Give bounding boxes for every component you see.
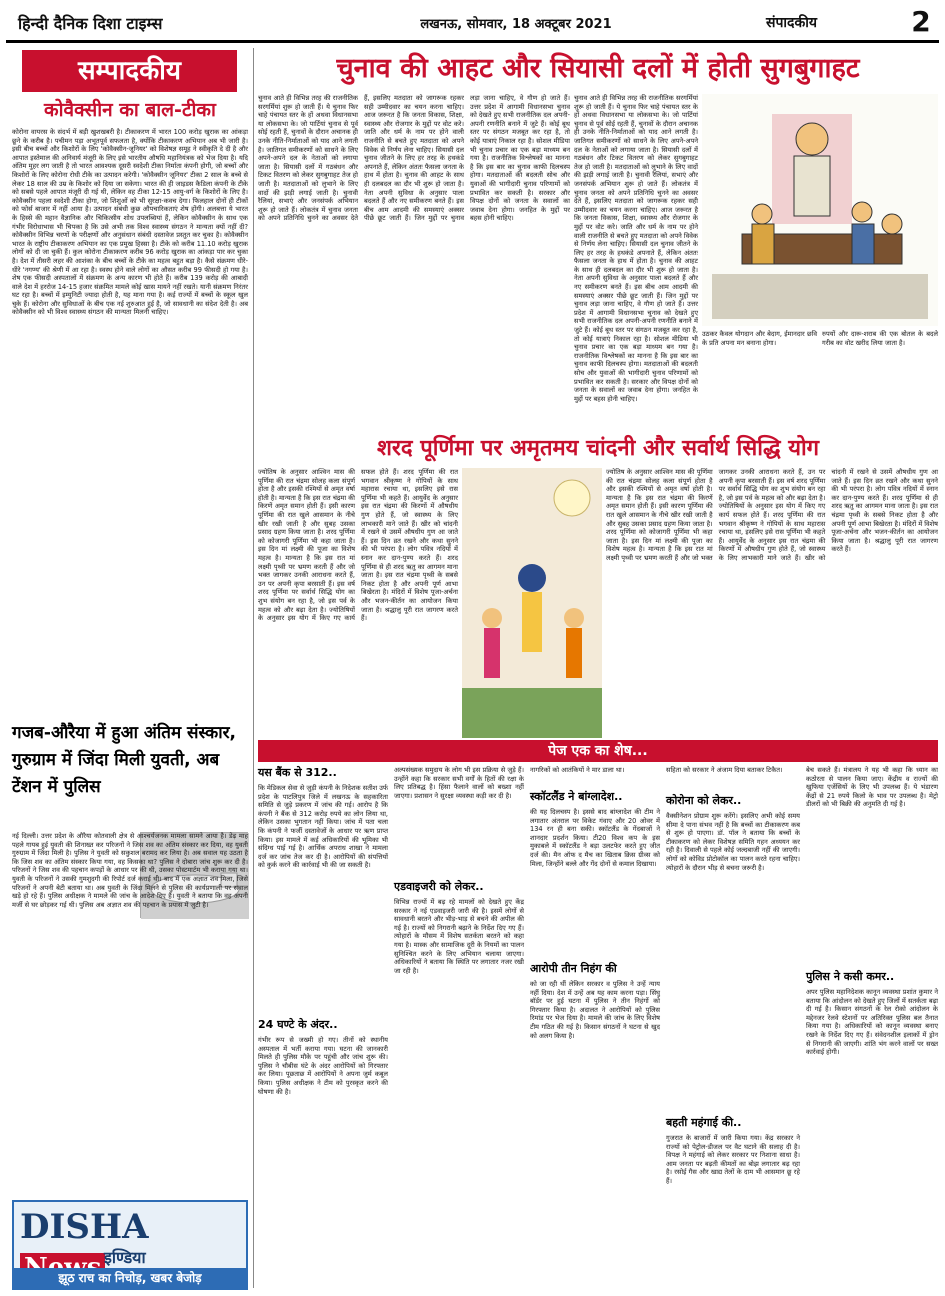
ad-brand-hindi: इण्डिया xyxy=(104,1248,146,1267)
cartoon-caption-right: रुपयों और दारू-शराब की एक बोतल के बदले गरीब का वोट खरीद लिया जाता है। xyxy=(822,330,938,347)
cont-heading-nihang: आरोपी तीन निहंग की xyxy=(530,962,617,975)
page-number: 2 xyxy=(911,5,931,38)
cont-heading-inflation: बहती महंगाई की.. xyxy=(666,1116,742,1129)
cartoon-caption-left: उठकर कैवल योगदान और बेदाग, ईमानदार छवि के प्रति अपना मन बनाना होगा। xyxy=(702,330,817,347)
side-headline: गजब-औरैया में हुआ अंतिम संस्कार, गुरुग्राम में जिंदा मिली युवती, अब टेंशन में पुलिस xyxy=(12,723,237,797)
main-headline: चुनाव की आहट और सियासी दलों में होती सुगबुगाहट xyxy=(336,53,860,84)
side-story-body: नई दिल्ली। उत्तर प्रदेश के औरैया कोतवाली क्षेत्र से आश्चर्यजनक मामला सामने आया है। डेढ़ माह पहले गायब हुई युवती की शिनाख्त कर परिजनों ने जिस शव का अंतिम संस्कार कर दिया, वह युवती गुरुग्राम में जिंदा मिली है। पुलिस ने युवती को सकुशल बरामद कर लिया है। अब सवाल यह उठता है कि जिस शव का अंतिम संस्कार किया गया, वह किसका था? पुलिस ने दोबारा जांच शुरू कर दी है। परिजनों ने जिस शव की पहचान कपड़ों के आधार पर की थी, उसका पोस्टमार्टम भी कराया गया था। युवती के परिजनों ने उसकी गुमशुदगी की रिपोर्ट दर्ज कराई थी। बाद में एक अज्ञात शव मिला, जिसे परिजनों ने अपनी बेटी बताया था। अब युवती के जिंदा मिलने से पुलिस की कार्यप्रणाली पर सवाल खड़े हो रहे हैं। पुलिस अधीक्षक ने मामले की जांच के आदेश दिए हैं। युवती ने बताया कि वह अपनी मर्जी से घर छोड़कर गई थी। पुलिस अब अज्ञात शव की पहचान के प्रयास में जुटी है। xyxy=(12,832,248,909)
editorial-banner-text: सम्पादकीय xyxy=(78,56,181,86)
cont-heading-police: पुलिस ने कसी कमर.. xyxy=(806,970,895,983)
cont-body-24-hours: गंभीर रूप से जख्मी हो गए। तीनों को स्थानीय अस्पताल में भर्ती कराया गया। घटना की जानकारी मिलते ही पुलिस मौके पर पहुंची और जांच शुरू की। पुलिस ने चौबीस घंटे के अंदर आरोपियों को गिरफ्तार कर लिया। पूछताछ में आरोपियों ने अपना जुर्म कबूल किया। पुलिस अधीक्षक ने टीम को पुरस्कृत करने की घोषणा की है। xyxy=(258,1036,388,1096)
continuation-banner xyxy=(258,740,938,762)
ad-brand xyxy=(20,1208,240,1246)
editorial-body: कोरोना वायरस के संदर्भ में बड़ी खुशखबरी है। टीकाकरण में भारत 100 करोड़ खुराक का आंकड़ा छूने के करीब है। पचीमन पड़ा अभूतपूर्व सफलता है, क्योंकि टीकाकरण अभियान अब भी जारी है। इसी बीच बच्चों और किशोरों के लिए 'कोवैक्सीन-जूनियर' को विशेषज्ञ समूह ने स्वीकृति दे दी है और आपात इस्तेमाल की अनिवार्य मंजूरी के लिए इसे भारतीय औषधि महानियंत्रक को भेज दिया है। यदि अंतिम मुहर लग जाती है तो भारत आवश्यक दूसरी स्वदेशी टीका निर्माता कंपनी होगी, जो बच्चों और किशोरों के लिए कोरोना रोधी टीके का उत्पादन करेगी। 'कोवैक्सीन जूनियर' टीका 2 साल के बच्चे से लेकर 18 साल की उम्र के किशोर को दिया जा सकेगा। भारत की ही जाइडस कैडिला कंपनी के टीके को सबसे पहले आपात मंजूरी दी गई थी, लेकिन वह टीका 12-15 आयु-वर्ग के किशोरों के लिए है। कोवैक्सीन पहला स्वदेशी टीका होगा, जो शिशुओं को भी सुरक्षा-कवच देगा। फिलहाल दोनों ही टीकों को फोर्स बाजार में नहीं आया है। उत्पादन संबंधी कुछ औपचारिकताएं शेष होंगी। अलबत्ता ये भारत के हिस्से की महान वैज्ञानिक और चिकित्सीय शोध उपलब्धियां हैं, लेकिन कोवैक्सीन के साथ एक गंभीर विरोधाभास भी चिपका है कि उसे अभी तक विश्व स्वास्थ्य संगठन ने मान्यता क्यों नहीं दी? कोवैक्सीन विभिन्न चरणों के परीक्षणों और अनुसंधान संबंधी दस्तावेज प्रस्तुत कर चुका है। कोवैक्सीन भारत के राष्ट्रीय टीकाकरण अभियान का एक प्रमुख हिस्सा है। टीके को करीब 11.10 करोड़ खुराक लोगों को दी जा चुकी हैं। कुल कोरोना टीकाकरण करीब 96 करोड़ खुराक का आंकड़ा पार कर चुका है। देश में तीसरी लहर की आशंका के बीच बच्चों के टीके का महत्व बहुत बड़ा है। कैसे संक्रमण धीरे-धीरे 'नगण्य' की श्रेणी में आ रहा है। स्वस्थ होने वाले लोगों का औसत करीब 99 फीसदी हो गया है। शेष एक फीसदी अस्पतालों में संक्रमण के अन्य कारण भी होते हैं। करीब 139 करोड़ की आबादी वाले देश में हररोज 14-15 हजार संक्रमित मामले कोई खास मायने नहीं रखते। यानी संक्रमण निरंतर घट रहा है। बच्चों में इम्युनिटी ज्यादा होती है, यह माना गया है। कई राज्यों में बच्चों के स्कूल खुल चुके हैं। कोरोना और सुविधाओं के बीच एक नई शुरुआत हुई है, जो सावधानी का संदेश देती है। अब कोवैक्सीन को भी विश्व स्वास्थ्य संगठन की मान्यता मिलनी चाहिए। xyxy=(12,128,248,317)
raas-leela-art xyxy=(462,468,602,738)
cont-heading-yes-bank: यस बैंक से 312.. xyxy=(258,766,337,779)
feature-body-cont xyxy=(606,468,938,738)
election-cartoon-illustration xyxy=(702,94,938,326)
feature-body: ज्योतिष के अनुसार आश्विन मास की पूर्णिमा की रात चंद्रमा सोलह कला संपूर्ण होता है और इसकी रश्मियों से अमृत वर्षा होती है। मान्यता है कि इस रात चंद्रमा की किरणें अमृत समान होती हैं। इसी कारण पूर्णिमा की रात खुले आसमान के नीचे खीर रखी जाती है और सुबह उसका प्रसाद ग्रहण किया जाता है। शरद पूर्णिमा को कोजागरी पूर्णिमा भी कहा जाता है। इस दिन मां लक्ष्मी की पूजा का विशेष महत्व है। मान्यता है कि इस रात मां लक्ष्मी पृथ्वी पर भ्रमण करती हैं और जो भक्त जागकर उनकी आराधना करते हैं, उन पर अपनी कृपा बरसाती हैं। इस वर्ष शरद पूर्णिमा पर सर्वार्थ सिद्धि योग का शुभ संयोग बन रहा है, जो इस पर्व के महत्व को और बढ़ा देता है। ज्योतिषियों के अनुसार इस योग में किए गए कार्य सफल होते हैं। शरद पूर्णिमा की रात भगवान श्रीकृष्ण ने गोपियों के साथ महारास रचाया था, इसलिए इसे रास पूर्णिमा भी कहते हैं। आयुर्वेद के अनुसार इस रात चंद्रमा की किरणों में औषधीय गुण होते हैं, जो स्वास्थ्य के लिए लाभकारी माने जाते हैं। खीर को चांदनी में रखने से उसमें औषधीय गुण आ जाते हैं। इस दिन व्रत रखने और कथा सुनने की भी परंपरा है। लोग पवित्र नदियों में स्नान कर दान-पुण्य करते हैं। शरद पूर्णिमा से ही शरद ऋतु का आगमन माना जाता है। इस रात चंद्रमा पृथ्वी के सबसे निकट होता है और अपनी पूर्ण आभा बिखेरता है। मंदिरों में विशेष पूजा-अर्चना और भजन-कीर्तन का आयोजन किया जाता है। श्रद्धालु पूरी रात जागरण करते हैं। xyxy=(258,468,458,623)
cont-body-col3: नागरिकों को आतंकियों ने मार डाला था। xyxy=(530,766,625,774)
election-cartoon xyxy=(702,94,938,326)
dateline: लखनऊ, सोमवार, 18 अक्टूबर 2021 xyxy=(420,17,612,32)
cont-body-advisory: विभिन्न राज्यों में बढ़ रहे मामलों को देखते हुए केंद्र सरकार ने नई एडवाइजरी जारी की है। इसमें लोगों से सावधानी बरतने और भीड़-भाड़ से बचने की अपील की गई है। राज्यों को निगरानी बढ़ाने के निर्देश दिए गए हैं। त्योहारों के मौसम में विशेष सतर्कता बरतने को कहा गया है। मास्क और सामाजिक दूरी के नियमों का पालन सुनिश्चित करने के लिए अभियान चलाया जाएगा। अधिकारियों ने बताया कि स्थिति पर लगातार नजर रखी जा रही है। xyxy=(394,898,524,975)
cont-heading-scotland: स्कॉटलैंड ने बांग्लादेश.. xyxy=(530,790,623,803)
cont-body-nihang: को जा रही थीं लेकिन सरकार व पुलिस ने उन्हें न्याय नहीं दिया। देश में उन्हें अब यह काम करना पड़ा। सिंघु बॉर्डर पर हुई घटना में पुलिस ने तीन निहंगों को गिरफ्तार किया है। अदालत ने आरोपियों को पुलिस रिमांड पर भेज दिया है। मामले की जांच के लिए विशेष टीम गठित की गई है। किसान संगठनों ने घटना से खुद को अलग किया है। xyxy=(530,980,660,1040)
cont-heading-corona: कोरोना को लेकर.. xyxy=(666,794,742,807)
ad-brand-word: DISHA xyxy=(20,1207,149,1247)
masthead-rule xyxy=(6,40,939,43)
feature-continuation: ज्योतिष के अनुसार आश्विन मास की पूर्णिमा की रात चंद्रमा सोलह कला संपूर्ण होता है और इसकी रश्मियों से अमृत वर्षा होती है। मान्यता है कि इस रात चंद्रमा की किरणें अमृत समान होती हैं। इसी कारण पूर्णिमा की रात खुले आसमान के नीचे खीर रखी जाती है और सुबह उसका प्रसाद ग्रहण किया जाता है। शरद पूर्णिमा को कोजागरी पूर्णिमा भी कहा जाता है। इस दिन मां लक्ष्मी की पूजा का विशेष महत्व है। मान्यता है कि इस रात मां लक्ष्मी पृथ्वी पर भ्रमण करती हैं और जो भक्त जागकर उनकी आराधना करते हैं, उन पर अपनी कृपा बरसाती हैं। इस वर्ष शरद पूर्णिमा पर सर्वार्थ सिद्धि योग का शुभ संयोग बन रहा है, जो इस पर्व के महत्व को और बढ़ा देता है। ज्योतिषियों के अनुसार इस योग में किए गए कार्य सफल होते हैं। शरद पूर्णिमा की रात भगवान श्रीकृष्ण ने गोपियों के साथ महारास रचाया था, इसलिए इसे रास पूर्णिमा भी कहते हैं। आयुर्वेद के अनुसार इस रात चंद्रमा की किरणों में औषधीय गुण होते हैं, जो स्वास्थ्य के लिए लाभकारी माने जाते हैं। खीर को चांदनी में रखने से उसमें औषधीय गुण आ जाते हैं। इस दिन व्रत रखने और कथा सुनने की भी परंपरा है। लोग पवित्र नदियों में स्नान कर दान-पुण्य करते हैं। शरद पूर्णिमा से ही शरद ऋतु का आगमन माना जाता है। इस रात चंद्रमा पृथ्वी के सबसे निकट होता है और अपनी पूर्ण आभा बिखेरता है। मंदिरों में विशेष पूजा-अर्चना और भजन-कीर्तन का आयोजन किया जाता है। श्रद्धालु पूरी रात जागरण करते हैं। xyxy=(606,468,938,562)
cont-heading-24-hours: 24 घण्टे के अंदर.. xyxy=(258,1018,338,1031)
column-divider xyxy=(253,48,254,1288)
paper-name: हिन्दी दैनिक दिशा टाइम्स xyxy=(18,14,163,33)
editorial-banner xyxy=(22,50,237,92)
cont-heading-advisory: एडवाइजरी को लेकर.. xyxy=(394,880,484,893)
cont-body-scotland: की यह दिलचस्प है। इससे बाद बांग्लादेश की टीम ने लगातार अंतराल पर विकेट गंवाए और 20 ओवर में 134 रन ही बना सकी। स्कॉटलैंड के गेंदबाजों ने शानदार प्रदर्शन किया। टी20 विश्व कप के इस मुकाबले में स्कॉटलैंड ने बड़ा उलटफेर करते हुए जीत दर्ज की। मैन ऑफ द मैच का खिताब क्रिस ग्रीव्स को मिला, जिन्होंने बल्ले और गेंद दोनों से कमाल दिखाया। xyxy=(530,808,660,868)
feature-headline: शरद पूर्णिमा पर अमृतमय चांदनी और सर्वार्थ सिद्धि योग xyxy=(376,436,820,461)
cont-body-yes-bank: कि मेडिकल सेवा से जुड़ी कंपनी के निदेशक सतीश उर्फ प्रदेश के पाटलिपुत्र जिले में लखनऊ के सहकारिता समिति से जुड़े प्रकरण में जांच की गई। आरोप है कि कंपनी ने बैंक से 312 करोड़ रुपये का लोन लिया था, लेकिन उसका भुगतान नहीं किया। जांच में पता चला कि कंपनी ने फर्जी दस्तावेजों के आधार पर ऋण प्राप्त किया। इस मामले में कई अधिकारियों की भूमिका भी संदिग्ध पाई गई है। आर्थिक अपराध शाखा ने मामला दर्ज कर जांच तेज कर दी है। आरोपियों की संपत्तियों को कुर्क करने की कार्रवाई भी की जा सकती है। xyxy=(258,784,388,870)
cont-body-col2: अल्पसंख्यक समुदाय के लोग भी इस प्रक्रिया से जुड़े हैं। उन्होंने कहा कि सरकार सभी वर्गों के हितों की रक्षा के लिए प्रतिबद्ध है। हिंसा फैलाने वालों को बख्शा नहीं जाएगा। प्रशासन ने सुरक्षा व्यवस्था कड़ी कर दी है। xyxy=(394,766,524,800)
krishna-raas-illustration xyxy=(462,468,602,738)
cont-body-col5: बेच सकते हैं। मंत्रालय ने यह भी कहा कि ध्यान का कठोरता से पालन किया जाए। केंद्रीय व राज्यों की खुफिया एजेंसियों के लिए भी उपलब्ध हैं। ये भंडारण केंद्रों से 21 रुपये किलो के भाव पर उपलब्ध है। मेट्रो डीलरों को भी बिक्री की अनुमति दी गई है। xyxy=(806,766,938,809)
main-story-body: चुनाव आते ही विभिन्न तरह की राजनीतिक सरगर्मियां शुरू हो जाती हैं। ये चुनाव फिर चाहे पंचायत स्तर के हों अथवा विधानसभा या लोकसभा के। जो पार्टियां चुनाव से पूर्व सोई रहती हैं, चुनावों के दौरान अचानक ही उनके नीति-निर्माताओं को याद आने लगती है। जातिगत समीकरणों को साधने के लिए अपने-अपने दल के नेताओं को लगाया जाता है। सियासी दलों में गठबंधन और टिकट वितरण को लेकर सुगबुगाहट तेज हो जाती है। मतदाताओं को लुभाने के लिए वादों की झड़ी लगाई जाती है। चुनावी रैलियां, सभाएं और जनसंपर्क अभियान शुरू हो जाते हैं। लोकतंत्र में चुनाव जनता को अपने प्रतिनिधि चुनने का अवसर देते हैं, इसलिए मतदाता को जागरूक रहकर सही उम्मीदवार का चयन करना चाहिए। आज जरूरत है कि जनता विकास, शिक्षा, स्वास्थ्य और रोजगार के मुद्दों पर वोट करे। जाति और धर्म के नाम पर होने वाली राजनीति से बचते हुए मतदाता को अपने विवेक से निर्णय लेना चाहिए। सियासी दल चुनाव जीतने के लिए हर तरह के हथकंडे अपनाते हैं, लेकिन अंततः फैसला जनता के हाथ में होता है। चुनाव की आहट के साथ ही दलबदल का दौर भी शुरू हो जाता है। नेता अपनी सुविधा के अनुसार पाला बदलते हैं और नए समीकरण बनते हैं। इस बीच आम आदमी की समस्याएं अक्सर पीछे छूट जाती हैं। जिन मुद्दों पर चुनाव लड़ा जाना चाहिए, वे गौण हो जाते हैं। उत्तर प्रदेश में आगामी विधानसभा चुनाव को देखते हुए सभी राजनीतिक दल अपनी-अपनी रणनीति बनाने में जुटे हैं। कोई बूथ स्तर पर संगठन मजबूत कर रहा है, तो कोई यात्राएं निकाल रहा है। सोशल मीडिया भी चुनाव प्रचार का एक बड़ा माध्यम बन गया है। राजनीतिक विश्लेषकों का मानना है कि इस बार का चुनाव काफी दिलचस्प होगा। मतदाताओं की बदलती सोच और युवाओं की भागीदारी चुनाव परिणामों को प्रभावित कर सकती है। सरकार और विपक्ष दोनों को जनता के सवालों का जवाब देना होगा। जनहित के मुद्दों पर बहस होनी चाहिए। xyxy=(258,94,570,223)
disha-news-ad xyxy=(12,1200,248,1290)
section-label: संपादकीय xyxy=(766,15,817,31)
cont-body-inflation: गुजरात के बाजारों में जारी किया गया। केंद्र सरकार ने राज्यों को पेट्रोल-डीजल पर वैट घटाने की सलाह दी है। विपक्ष ने महंगाई को लेकर सरकार पर निशाना साधा है। आम जनता पर बढ़ती कीमतों का बोझ लगातार बढ़ रहा है। रसोई गैस और खाद्य तेलों के दाम भी आसमान छू रहे हैं। xyxy=(666,1134,800,1185)
main-story-body-cont xyxy=(574,94,698,430)
cont-body-corona: वैक्सीनेशन प्रोग्राम शुरू करेंगे। इसलिए अभी कोई समय सीमा दे पाना संभव नहीं है कि बच्चों का टीकाकरण कब से शुरू हो पाएगा। डॉ. पॉल ने बताया कि बच्चों के टीकाकरण को लेकर विशेषज्ञ समिति गहन अध्ययन कर रही है। दिवाली से पहले कोई जल्दबाजी नहीं की जाएगी। लोगों को कोविड प्रोटोकॉल का पालन करते रहना चाहिए। त्योहारों के दौरान भीड़ से बचना जरूरी है। xyxy=(666,812,800,872)
editorial-headline: कोवैक्सीन का बाल-टीका xyxy=(44,99,216,121)
cont-body-police: अपर पुलिस महानिदेशक कानून व्यवस्था प्रशांत कुमार ने बताया कि आंदोलन को देखते हुए जिलों में सतर्कता बढ़ा दी गई है। किसान संगठनों के रेल रोको आंदोलन के मद्देनजर रेलवे स्टेशनों पर अतिरिक्त पुलिस बल तैनात किया गया है। अधिकारियों को कानून व्यवस्था बनाए रखने के निर्देश दिए गए हैं। संवेदनशील इलाकों में ड्रोन से निगरानी की जाएगी। शांति भंग करने वालों पर सख्त कार्रवाई होगी। xyxy=(806,988,938,1057)
masthead xyxy=(6,6,939,38)
main-story-continuation: चुनाव आते ही विभिन्न तरह की राजनीतिक सरगर्मियां शुरू हो जाती हैं। ये चुनाव फिर चाहे पंचायत स्तर के हों अथवा विधानसभा या लोकसभा के। जो पार्टियां चुनाव से पूर्व सोई रहती हैं, चुनावों के दौरान अचानक ही उनके नीति-निर्माताओं को याद आने लगती है। जातिगत समीकरणों को साधने के लिए अपने-अपने दल के नेताओं को लगाया जाता है। सियासी दलों में गठबंधन और टिकट वितरण को लेकर सुगबुगाहट तेज हो जाती है। मतदाताओं को लुभाने के लिए वादों की झड़ी लगाई जाती है। चुनावी रैलियां, सभाएं और जनसंपर्क अभियान शुरू हो जाते हैं। लोकतंत्र में चुनाव जनता को अपने प्रतिनिधि चुनने का अवसर देते हैं, इसलिए मतदाता को जागरूक रहकर सही उम्मीदवार का चयन करना चाहिए। आज जरूरत है कि जनता विकास, शिक्षा, स्वास्थ्य और रोजगार के मुद्दों पर वोट करे। जाति और धर्म के नाम पर होने वाली राजनीति से बचते हुए मतदाता को अपने विवेक से निर्णय लेना चाहिए। सियासी दल चुनाव जीतने के लिए हर तरह के हथकंडे अपनाते हैं, लेकिन अंततः फैसला जनता के हाथ में होता है। चुनाव की आहट के साथ ही दलबदल का दौर भी शुरू हो जाता है। नेता अपनी सुविधा के अनुसार पाला बदलते हैं और नए समीकरण बनते हैं। इस बीच आम आदमी की समस्याएं अक्सर पीछे छूट जाती हैं। जिन मुद्दों पर चुनाव लड़ा जाना चाहिए, वे गौण हो जाते हैं। उत्तर प्रदेश में आगामी विधानसभा चुनाव को देखते हुए सभी राजनीतिक दल अपनी-अपनी रणनीति बनाने में जुटे हैं। कोई बूथ स्तर पर संगठन मजबूत कर रहा है, तो कोई यात्राएं निकाल रहा है। सोशल मीडिया भी चुनाव प्रचार का एक बड़ा माध्यम बन गया है। राजनीतिक विश्लेषकों का मानना है कि इस बार का चुनाव काफी दिलचस्प होगा। मतदाताओं की बदलती सोच और युवाओं की भागीदारी चुनाव परिणामों को प्रभावित कर सकती है। सरकार और विपक्ष दोनों को जनता के सवालों का जवाब देना होगा। जनहित के मुद्दों पर बहस होनी चाहिए। xyxy=(574,94,698,403)
ad-slogan: झूठ राच का निचोड़, खबर बेजोड़ xyxy=(14,1268,246,1288)
continuation-banner-text: पेज एक का शेष... xyxy=(548,743,648,759)
cont-body-col4: सहिता को सरकार ने अंजाम दिया बताकर टिकैत। xyxy=(666,766,783,774)
